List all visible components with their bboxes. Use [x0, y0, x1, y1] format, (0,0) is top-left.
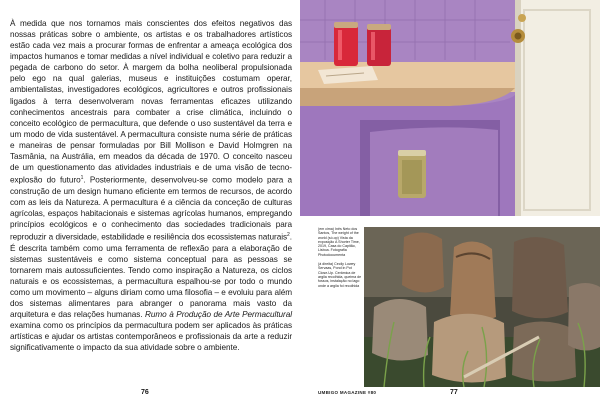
article-body-text	[10, 18, 292, 353]
magazine-label: UMBIGO MAGAZINE #80	[318, 390, 377, 395]
page-number-right: 77	[450, 389, 458, 396]
right-page	[300, 0, 600, 405]
text-segment-2: . Posteriormente, desenvolveu-se como modelo para a construção de um design humano eficiente em termos de recursos, de acordo com as leis da Natureza. A permacultura é a ciência da conceção de culturas agrícolas, espaços habitacionais e sistemas agrícolas humanos, empregando princípios ecológicos e o conhecimento das sociedades tradicionais para reproduzir a diversidade, estabilidade e resiliência dos ecossistemas naturais	[10, 175, 292, 242]
caption-right-photo: (à direita) Cecily Lowey Servaas, Pond in Pot Close-Up. Cerâmica de argila recolhida, queima de fossos, instalação no lago onde a argila foi recolhida	[318, 262, 362, 288]
page-number-left: 76	[141, 389, 149, 396]
footnote-ref-2[interactable]: 2	[287, 231, 290, 238]
ceramics-photo	[364, 227, 600, 387]
text-segment-1: À medida que nos tornamos mais conscientes dos efeitos negativos das nossas práticas sobre o ambiente, os artistas e os trabalhadores artísticos estão cada vez mais a procurar formas de enfrentar a ameaça ecológica dos impactos humanos e tomar medidas a nível individual e coletivo para reduzir a pegada de carbono do setor. À margem da bolha neoliberal propulsionada pelo ego na qual galerias, museus e instituições costumam operar, ambientalistas, investigadores ecológicos, agricultores e outros profissionais ligados à terra desenvolveram novas ferramentas eficazes utilizando conhecimentos ancestrais para combater a crise climática, incluindo o conceito ecológico de permacultura, que defende o uso sustentável da terra e um modo de vida sustentável. A permacultura consiste numa série de práticas e maneiras de pensar formuladas por Bill Mollison e David Holmgren na Tasmânia, na Austrália, em meados da década de 1970. O conceito nasceu de um questionamento das atividades industriais e de uma visão de tecno-explosão do futuro	[10, 19, 292, 185]
text-segment-3: . É descrita também como uma ferramenta de reflexão para a elaboração de sistemas sustentáveis e como sistema conceptual para as pessoas se tornarem mais autossuficientes. Tendo como inspiração a Natureza, os ciclos naturais e os ecossistemas, a permacultura espalhou-se por todo o mundo como um movimento – alguns diriam como uma filosofia – e evoluiu para além dos sistemas alimentares para abranger o panorama mais vasto da arquitetura e das relações humanas.	[10, 232, 292, 319]
text-segment-4: examina como os princípios da permacultura podem ser aplicados às práticas artísticas e ajudar os artistas contemporâneos e profissionais da arte a reduzir significativamente o impacto da sua atividade sobre o ambiente.	[10, 320, 292, 353]
book-title: Rumo à Produção de Arte Permacultural	[145, 309, 293, 319]
installation-photo	[300, 0, 600, 216]
installation-photo-illustration	[300, 0, 600, 216]
caption-top-photo: (em cima) Inês Neto dos Santos, The weight of the world (só.op) Vista da exposição A Shorter Time, 2019, Casa do Capitão, Lisboa. Fotografia Photodocumenta	[318, 227, 360, 257]
footnote-ref-1[interactable]: 1	[80, 174, 84, 181]
photo-captions	[318, 227, 362, 293]
ceramics-photo-illustration	[364, 227, 600, 387]
